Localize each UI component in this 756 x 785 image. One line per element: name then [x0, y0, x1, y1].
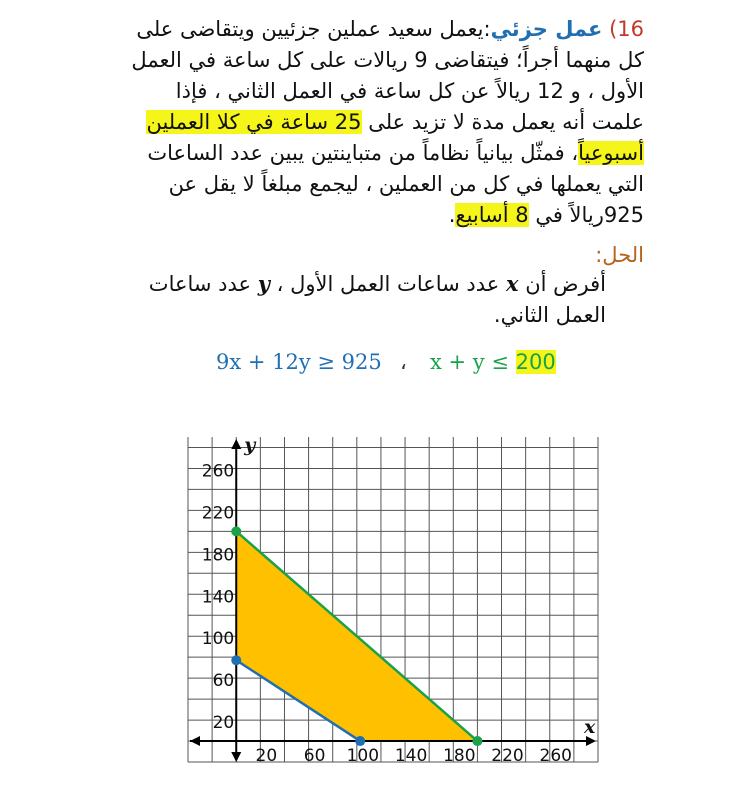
- problem-text-1: :يعمل سعيد عملين جزئيين ويتقاضى على كل منهما أجراً؛ فيتقاضى 9 ريالات على كل ساعة في العمل الأول ، و 12 ريالاً عن كل ساعة في العمل الثاني ، فإذا علمت أنه يعمل مدة لا تزيد على: [131, 17, 644, 134]
- inequality-earnings: 9x + 12y ≥ 925: [216, 350, 382, 374]
- problem-text-2: ، فمثّل بيانياً نظاماً من متباينتين يبين عدد الساعات التي يعملها في كل من العملين ، ليجمع مبلغاً لا يقل عن 925ريالاً في: [147, 141, 644, 227]
- y-arrow-down: [231, 752, 241, 762]
- x-tick-label: 260: [539, 746, 572, 767]
- x-tick-label: 20: [255, 746, 278, 767]
- variable-x: x: [506, 271, 519, 296]
- x-tick-label: 220: [491, 746, 524, 767]
- x-tick-label: 140: [394, 746, 428, 767]
- x-axis-label: x: [584, 716, 596, 739]
- vertex-point: [355, 736, 365, 746]
- x-tick-label: 180: [443, 746, 476, 767]
- x-arrow-left: [190, 736, 200, 746]
- inequality-hours-value: 200: [515, 350, 556, 374]
- variable-y: y: [257, 271, 270, 296]
- y-arrow-up: [231, 439, 241, 449]
- y-tick-label: 100: [201, 629, 235, 650]
- solution-part-1: أفرض أن: [518, 272, 606, 296]
- solution-part-2: عدد ساعات العمل الأول ،: [269, 272, 506, 296]
- y-tick-label: 220: [201, 503, 235, 524]
- inequality-hours-prefix: x + y ≤: [430, 350, 516, 374]
- y-tick-label: 260: [201, 461, 235, 482]
- problem-title: عمل جزئي: [490, 17, 603, 41]
- solution-label: الحل:: [595, 243, 644, 267]
- vertex-point: [231, 526, 241, 536]
- x-tick-label: 100: [346, 746, 380, 767]
- x-tick-label: 60: [303, 746, 326, 767]
- problem-text-3: .: [448, 203, 456, 227]
- solution-part-3: عدد ساعات العمل الثاني.: [148, 272, 606, 327]
- inequality-separator: ،: [400, 350, 407, 374]
- problem-number: 16): [609, 17, 644, 41]
- vertex-point: [231, 655, 241, 665]
- y-tick-label: 180: [201, 545, 235, 566]
- y-axis-label: y: [244, 434, 256, 456]
- y-tick-label: 140: [201, 587, 235, 608]
- highlight-weeks: 8 أسابيع: [455, 203, 529, 227]
- y-tick-label: 20: [212, 713, 235, 734]
- vertex-point: [472, 736, 482, 746]
- y-tick-label: 60: [212, 671, 235, 692]
- highlight-hours: 25 ساعة في كلا العملين أسبوعياً: [146, 110, 644, 165]
